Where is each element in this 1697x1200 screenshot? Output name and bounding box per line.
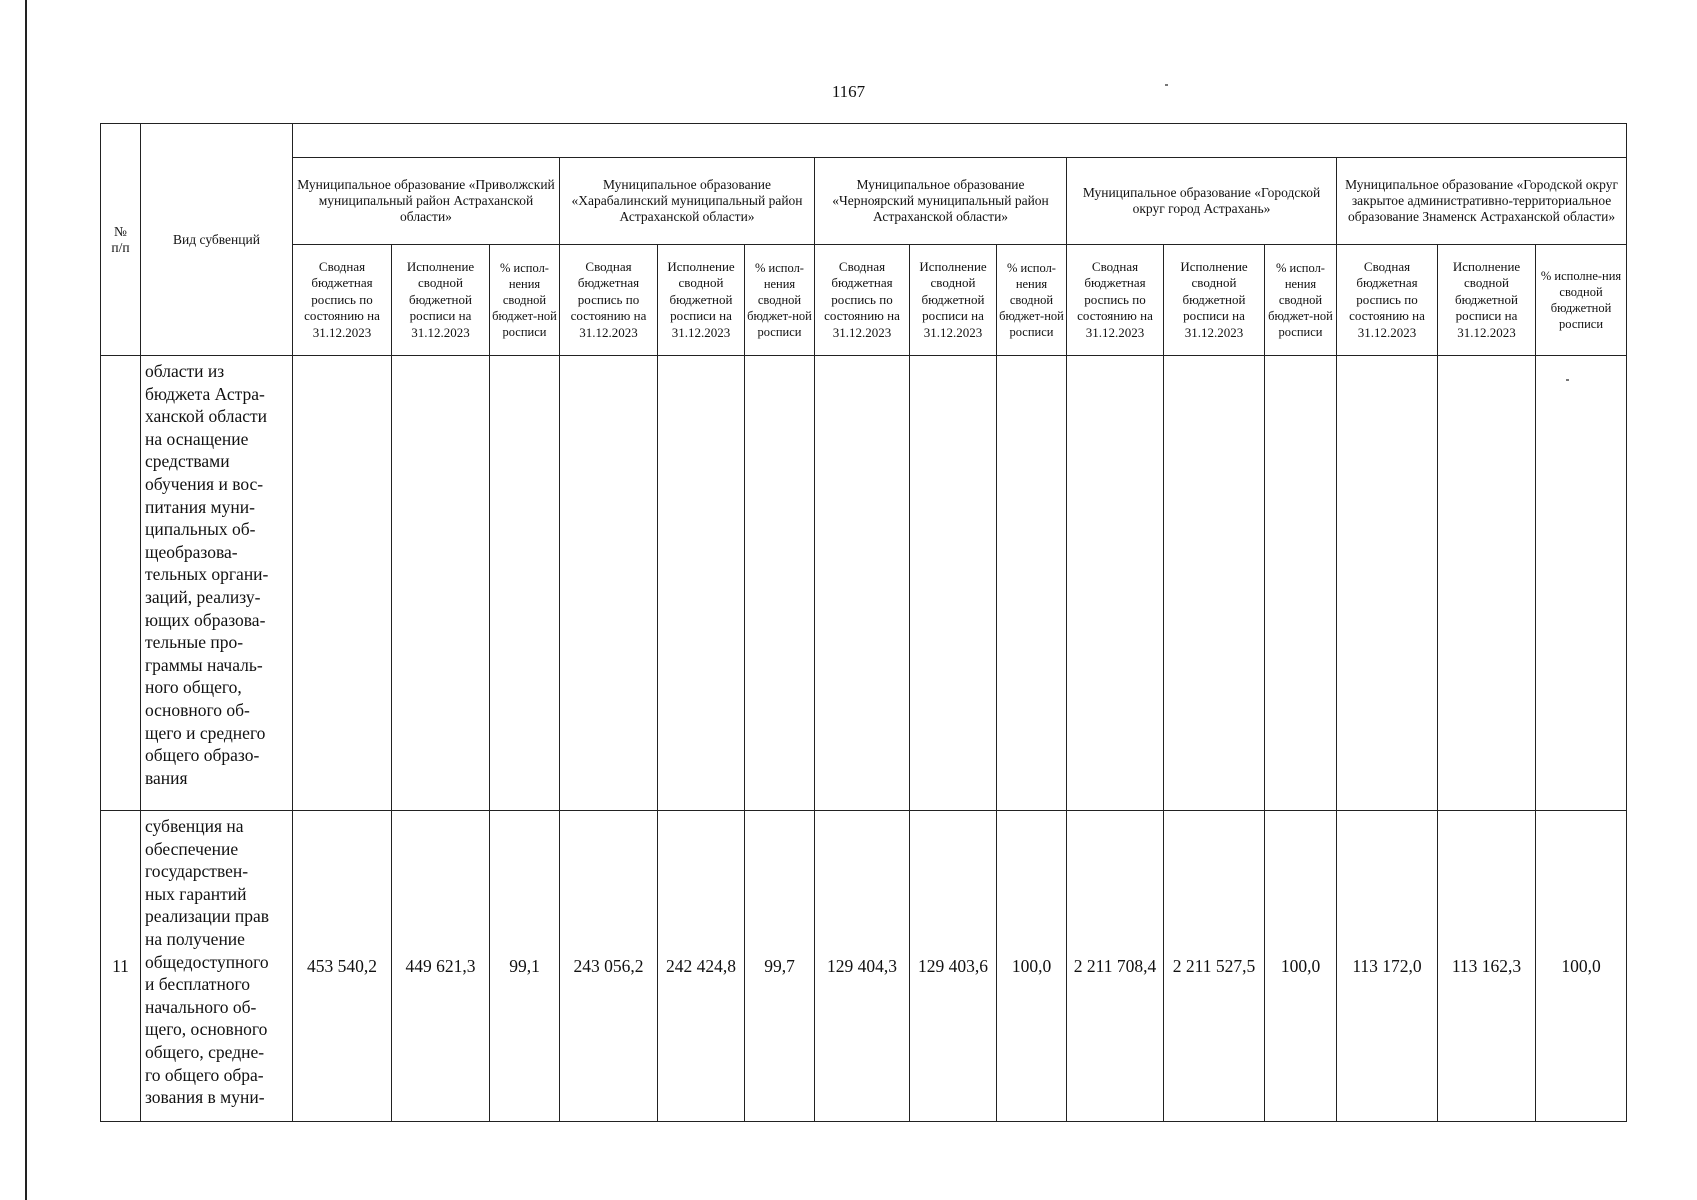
header-municipality: Муниципальное образование «Черноярский муниципальный район Астраханской области» (815, 158, 1067, 245)
page-number: 1167 (831, 82, 866, 101)
cell-value (1337, 356, 1438, 811)
header-subsidy-kind: Вид субвенций (141, 124, 293, 356)
header-col-execution: Исполнение сводной бюджетной росписи на 31.12.2023 (1438, 245, 1536, 356)
cell-value: 113 172,0 (1337, 811, 1438, 1122)
cell-value: 99,7 (745, 811, 815, 1122)
cell-value: 100,0 (1536, 811, 1627, 1122)
header-municipality: Муниципальное образование «Приволжский муниципальный район Астраханской области» (293, 158, 560, 245)
cell-value (997, 356, 1067, 811)
cell-value: 99,1 (490, 811, 560, 1122)
table-row (101, 356, 1627, 811)
cell-value (1265, 356, 1337, 811)
cell-value (1164, 356, 1265, 811)
cell-value (745, 356, 815, 811)
cell-value: 243 056,2 (560, 811, 658, 1122)
cell-value (1438, 356, 1536, 811)
cell-value (560, 356, 658, 811)
header-col-plan: Сводная бюджетная роспись по состоянию на 31.12.2023 (560, 245, 658, 356)
cell-value (293, 356, 392, 811)
header-top-row (101, 124, 1627, 158)
scan-speck (1165, 84, 1168, 86)
cell-value: 113 162,3 (1438, 811, 1536, 1122)
cell-value (658, 356, 745, 811)
row-number: 11 (101, 811, 141, 1122)
cell-value: 242 424,8 (658, 811, 745, 1122)
header-col-plan: Сводная бюджетная роспись по состоянию на 31.12.2023 (293, 245, 392, 356)
cell-value: 129 403,6 (910, 811, 997, 1122)
scan-edge-line (25, 0, 27, 1200)
header-col-execution: Исполнение сводной бюджетной росписи на 31.12.2023 (392, 245, 490, 356)
table-row (101, 811, 1627, 1122)
subsidy-table (100, 123, 1627, 1122)
header-col-percent: % испол-нения сводной бюджет-ной росписи (745, 245, 815, 356)
header-col-percent: % испол-нения сводной бюджет-ной росписи (997, 245, 1067, 356)
header-col-plan: Сводная бюджетная роспись по состоянию на 31.12.2023 (1337, 245, 1438, 356)
cell-value: 100,0 (997, 811, 1067, 1122)
cell-value: 129 404,3 (815, 811, 910, 1122)
cell-value (1536, 356, 1627, 811)
header-columns-row (101, 245, 1627, 356)
cell-value: 100,0 (1265, 811, 1337, 1122)
header-col-execution: Исполнение сводной бюджетной росписи на 31.12.2023 (910, 245, 997, 356)
header-col-percent: % испол-нения сводной бюджет-ной росписи (1265, 245, 1337, 356)
row-number (101, 356, 141, 811)
header-col-percent: % исполне-ния сводной бюджетной росписи (1536, 245, 1627, 356)
cell-value (392, 356, 490, 811)
cell-value (910, 356, 997, 811)
header-top-band (293, 124, 1627, 158)
header-col-percent: % испол-нения сводной бюджет-ной росписи (490, 245, 560, 356)
header-number: № п/п (101, 124, 141, 356)
header-col-plan: Сводная бюджетная роспись по состоянию на 31.12.2023 (1067, 245, 1164, 356)
header-col-execution: Исполнение сводной бюджетной росписи на 31.12.2023 (658, 245, 745, 356)
header-municipality: Муниципальное образование «Харабалинский муниципальный район Астраханской области» (560, 158, 815, 245)
row-subsidy-kind: области из бюджета Астра- ханской области на оснащение средствами обучения и вос- питания муни- ципальных об- щеобразова- тельных органи- заций, реализу- ющих образова- тельные про- граммы началь- ного общего, основного об- щего и среднего общего образо- вания (141, 356, 293, 811)
cell-value (490, 356, 560, 811)
cell-value: 449 621,3 (392, 811, 490, 1122)
header-col-execution: Исполнение сводной бюджетной росписи на 31.12.2023 (1164, 245, 1265, 356)
cell-value (815, 356, 910, 811)
header-municipality-row (101, 158, 1627, 245)
row-subsidy-kind: субвенция на обеспечение государствен- ных гарантий реализации прав на получение общедоступного и бесплатного начального об- щего, основного общего, средне- го общего обра- зования в муни- (141, 811, 293, 1122)
header-col-plan: Сводная бюджетная роспись по состоянию на 31.12.2023 (815, 245, 910, 356)
cell-value: 453 540,2 (293, 811, 392, 1122)
cell-value: 2 211 708,4 (1067, 811, 1164, 1122)
cell-value: 2 211 527,5 (1164, 811, 1265, 1122)
header-municipality: Муниципальное образование «Городской округ город Астрахань» (1067, 158, 1337, 245)
cell-value (1067, 356, 1164, 811)
header-municipality: Муниципальное образование «Городской округ закрытое административно-территориальное образование Знаменск Астраханской области» (1337, 158, 1627, 245)
